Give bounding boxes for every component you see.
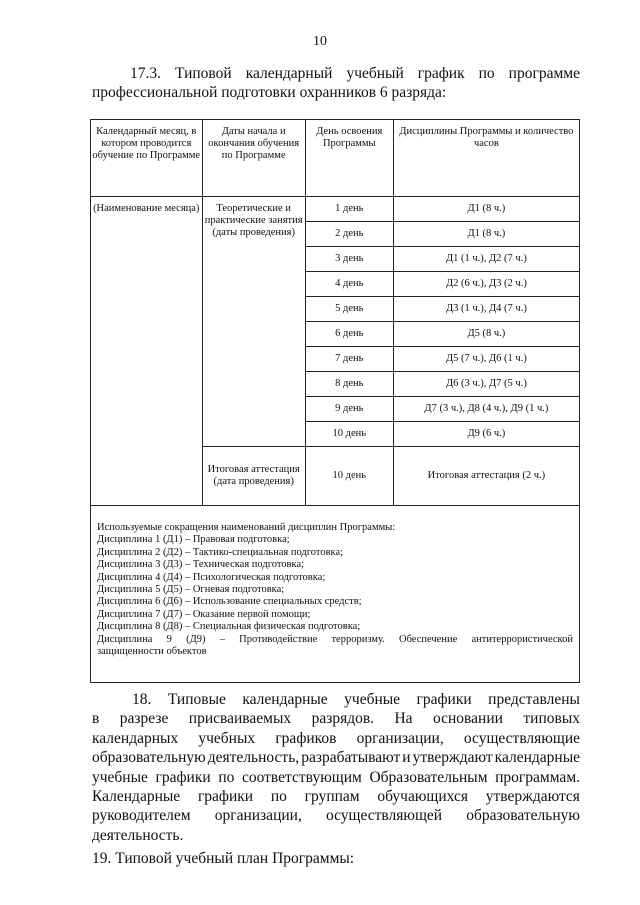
paragraph-line (92, 690, 580, 709)
day-cell: 7 день (305, 347, 393, 372)
paragraph-word: обучающихся (377, 788, 468, 806)
paragraph-word: Календарные (92, 788, 181, 806)
schedule-table (90, 119, 580, 683)
paragraph-word: учебные (92, 768, 148, 786)
day-cell: 4 день (305, 272, 393, 297)
day-cell: 5 день (305, 297, 393, 322)
paragraph-line (92, 709, 580, 728)
page-number: 10 (313, 34, 327, 49)
paragraph-word: разрезе (119, 710, 169, 728)
day-cell: 2 день (305, 222, 393, 247)
heading-word: Типовой (175, 65, 232, 82)
discipline-cell: Д2 (6 ч.), Д3 (2 ч.) (393, 272, 579, 297)
heading-word: график (417, 65, 465, 82)
discipline-cell: Д6 (3 ч.), Д7 (5 ч.) (393, 372, 579, 397)
day-cell: 3 день (305, 247, 393, 272)
theory-dates-cell: Теоретические и практические занятия (даты проведения) (202, 197, 305, 447)
paragraph-word: разрабатывают (301, 749, 401, 767)
paragraph-word: образовательную (466, 807, 580, 825)
day-cell: 6 день (305, 322, 393, 347)
paragraph-word: учебных (198, 729, 256, 747)
paragraph-word: и (402, 749, 411, 767)
paragraph-word: 18. (132, 691, 152, 708)
final-dates-cell: Итоговая аттестация (дата проведения) (202, 447, 305, 506)
paragraph-word: по (218, 768, 235, 786)
heading-line-2: профессиональной подготовки охранников 6 разряда: (92, 84, 447, 101)
paragraph-word: графики (197, 788, 254, 806)
note-item: Дисциплина 3 (Д3) – Техническая подготовка; (97, 559, 305, 571)
note-item-9 (97, 634, 573, 646)
paragraph-line (92, 806, 580, 825)
paragraph-word: Образовательным (369, 768, 488, 786)
paragraph-word: деятельность, (207, 749, 300, 767)
discipline-cell: Д5 (8 ч.) (393, 322, 579, 347)
discipline-cell: Д1 (8 ч.) (393, 222, 579, 247)
paragraph-word: образовательную (92, 749, 206, 767)
paragraph-word: соответствующим (241, 768, 362, 786)
paragraph-word: в (92, 710, 100, 728)
paragraph-word: основании (433, 710, 503, 728)
paragraph-word: осуществляющие (463, 729, 580, 747)
final-day-cell: 10 день (305, 447, 393, 506)
note-word: Дисциплина (97, 633, 153, 645)
paragraph-word: календарных (92, 729, 179, 747)
paragraph-word: графиков (275, 729, 337, 747)
note-word: Обеспечение (399, 633, 458, 645)
day-cell: 10 день (305, 422, 393, 447)
paragraph-word: организации, (214, 807, 302, 825)
note-item: Дисциплина 6 (Д6) – Использование специальных средств; (97, 596, 362, 608)
header-dates: Даты начала и окончания обучения по Программе (202, 120, 305, 197)
discipline-cell: Д7 (3 ч.), Д8 (4 ч.), Д9 (1 ч.) (393, 397, 579, 422)
paragraph-word: по (270, 788, 287, 806)
paragraph-19: 19. Типовой учебный план Программы: (92, 850, 355, 867)
discipline-cell: Д3 (1 ч.), Д4 (7 ч.) (393, 297, 579, 322)
paragraph-word: руководителем (92, 807, 191, 825)
note-word: Противодействие (239, 633, 318, 645)
paragraph-line (92, 768, 580, 787)
paragraph-word: графики (155, 768, 211, 786)
paragraph-word: группам (304, 788, 360, 806)
paragraph-word: присваиваемых (188, 710, 292, 728)
note-item: Дисциплина 1 (Д1) – Правовая подготовка; (97, 534, 290, 546)
heading-line-1 (92, 64, 580, 83)
note-word: (Д9) (186, 633, 206, 645)
final-discipline-cell: Итоговая аттестация (2 ч.) (393, 447, 579, 506)
paragraph-word: учебные (344, 691, 401, 708)
table-row (91, 197, 580, 222)
paragraph-word: разрядов. (311, 710, 375, 728)
heading-word: календарный (245, 65, 333, 82)
section-heading (92, 64, 580, 102)
heading-word: программе (508, 65, 580, 82)
paragraph-line (92, 748, 580, 767)
heading-word: по (478, 65, 495, 82)
discipline-cell: Д1 (8 ч.) (393, 197, 579, 222)
paragraph-word: На (394, 710, 413, 728)
table-header-row (91, 120, 580, 197)
heading-word: 17.3. (130, 65, 161, 82)
note-item: Дисциплина 8 (Д8) – Специальная физическая подготовка; (97, 621, 361, 633)
paragraph-word: календарные (494, 749, 580, 767)
note-item: Дисциплина 7 (Д7) – Оказание первой помощи; (97, 608, 311, 620)
discipline-cell: Д5 (7 ч.), Д6 (1 ч.) (393, 347, 579, 372)
discipline-cell: Д1 (1 ч.), Д2 (7 ч.) (393, 247, 579, 272)
note-word: терроризму. (331, 633, 385, 645)
discipline-cell: Д9 (6 ч.) (393, 422, 579, 447)
paragraph-word: осуществляющей (325, 807, 443, 825)
note-word: – (219, 633, 225, 645)
heading-word: учебный (346, 65, 404, 82)
paragraph-word: утверждаются (485, 788, 580, 806)
note-item: Дисциплина 4 (Д4) – Психологическая подготовка; (97, 571, 326, 583)
paragraph-line: деятельность. (92, 826, 184, 844)
paragraph-word: организации, (356, 729, 444, 747)
day-cell: 9 день (305, 397, 393, 422)
paragraph-line (92, 787, 580, 806)
paragraph-word: графики (416, 691, 472, 708)
paragraph-word: представлены (488, 691, 580, 708)
note-item: Дисциплина 5 (Д5) – Огневая подготовка; (97, 584, 285, 596)
notes-row (91, 506, 580, 683)
notes-intro: Используемые сокращения наименований дисциплин Программы: (97, 522, 396, 533)
paragraph-word: Типовые (167, 691, 226, 708)
paragraph-word: программам. (495, 768, 580, 786)
note-word: 9 (166, 633, 172, 645)
note-word: антитеррористической (471, 633, 573, 645)
header-day: День освоения Программы (305, 120, 393, 197)
paragraph-18 (92, 690, 580, 845)
paragraph-word: типовых (523, 710, 580, 728)
header-month: Календарный месяц, в котором проводится обучение по Программе (91, 120, 203, 197)
note-item-9-cont: защищенности объектов (97, 646, 207, 658)
day-cell: 1 день (305, 197, 393, 222)
note-item: Дисциплина 2 (Д2) – Тактико-специальная подготовка; (97, 546, 344, 558)
month-cell: (Наименование месяца) (91, 197, 203, 506)
paragraph-word: утверждают (412, 749, 493, 767)
paragraph-word: календарные (242, 691, 328, 708)
abbreviations-note (91, 506, 580, 683)
day-cell: 8 день (305, 372, 393, 397)
paragraph-line (92, 729, 580, 748)
header-disciplines: Дисциплины Программы и количество часов (393, 120, 579, 197)
